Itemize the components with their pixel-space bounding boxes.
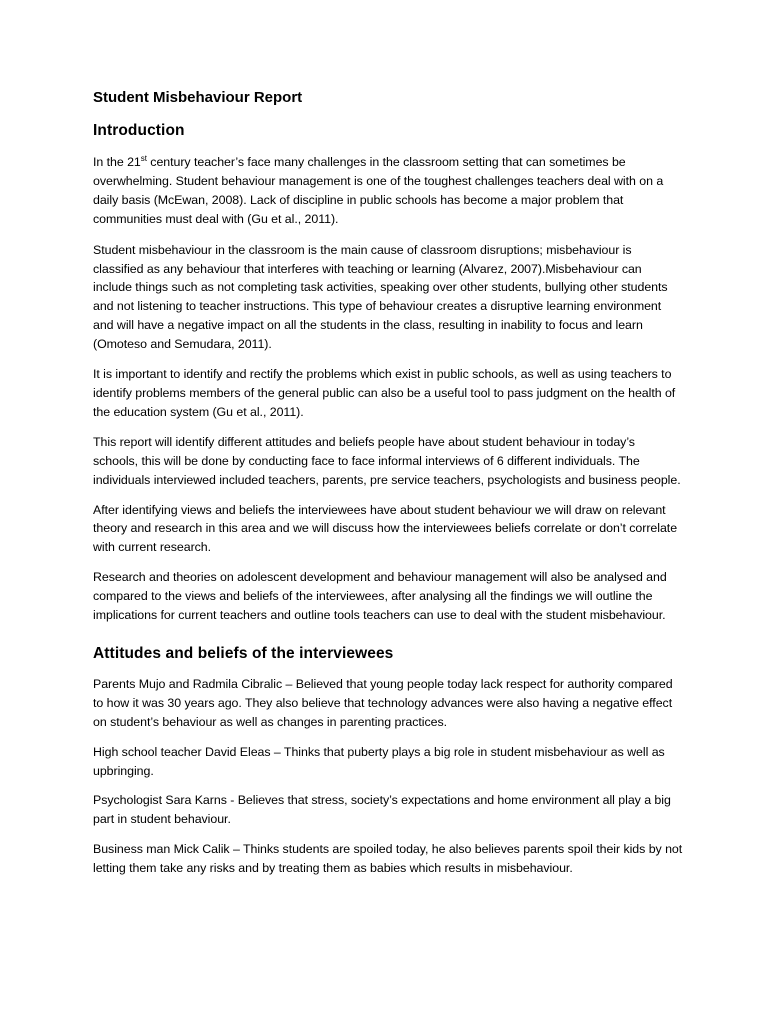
intro-paragraph-1 [93, 153, 683, 229]
document-page [93, 88, 683, 889]
intro-paragraph-1-rest: century teacher’s face many challenges in the classroom setting that can sometimes be overwhelming. Student behaviour management is one of the toughest challenges teachers deal with on a daily basis (McEwan, 2008). Lack of discipline in public schools has become a major problem that communities must deal with (Gu et al., 2011). [93, 155, 664, 226]
intro-paragraph-6: Research and theories on adolescent development and behaviour management will also be analysed and compared to the views and beliefs of the interviewees, after analysing all the findings we will outline the implications for current teachers and outline tools teachers can use to deal with the student misbehaviour. [93, 570, 667, 623]
intro-paragraph-2: Student misbehaviour in the classroom is the main cause of classroom disruptions; misbehaviour is classified as any behaviour that interferes with teaching or learning (Alvarez, 2007).Misbehaviour can include things such as not completing task activities, speaking over other students, bullying other students and not listening to teacher instructions. This type of behaviour creates a disruptive learning environment and will have a negative impact on all the students in the class, resulting in inability to focus and learn (Omoteso and Semudara, 2011). [93, 242, 668, 352]
beliefs-paragraph-teacher: High school teacher David Eleas – Thinks that puberty plays a big role in student misbehaviour as well as upbringing. [93, 744, 665, 778]
ordinal-superscript: st [140, 153, 147, 163]
document-title: Student Misbehaviour Report [93, 89, 303, 106]
intro-paragraph-3: It is important to identify and rectify the problems which exist in public schools, as well as using teachers to identify problems members of the general public can also be a useful tool to pass judgment on the health of the education system (Gu et al., 2011). [93, 367, 676, 419]
intro-paragraph-5: After identifying views and beliefs the interviewees have about student behaviour we will draw on relevant theory and research in this area and we will discuss how the interviewees beliefs correlate or don’t correlate with current research. [93, 502, 678, 555]
beliefs-paragraph-parents: Parents Mujo and Radmila Cibralic – Believed that young people today lack respect for authority compared to how it was 30 years ago. They also believe that technology advances were also having a negative effect on student’s behaviour as well as changes in parenting practices. [93, 676, 673, 729]
beliefs-paragraph-psychologist: Psychologist Sara Karns - Believes that stress, society’s expectations and home environment all play a big part in student behaviour. [93, 793, 671, 827]
intro-paragraph-4: This report will identify different attitudes and beliefs people have about student behaviour in today’s schools, this will be done by conducting face to face informal interviews of 6 different individuals. The individuals interviewed included teachers, parents, pre service teachers, psychologists and business people. [93, 434, 681, 487]
beliefs-paragraph-businessman: Business man Mick Calik – Thinks students are spoiled today, he also believes parents spoil their kids by not letting them take any risks and by treating them as babies which results in misbehaviour. [93, 842, 683, 876]
introduction-heading: Introduction [93, 122, 185, 139]
intro-paragraph-1-start: In the 21 [93, 155, 141, 169]
beliefs-heading: Attitudes and beliefs of the interviewees [93, 644, 394, 662]
